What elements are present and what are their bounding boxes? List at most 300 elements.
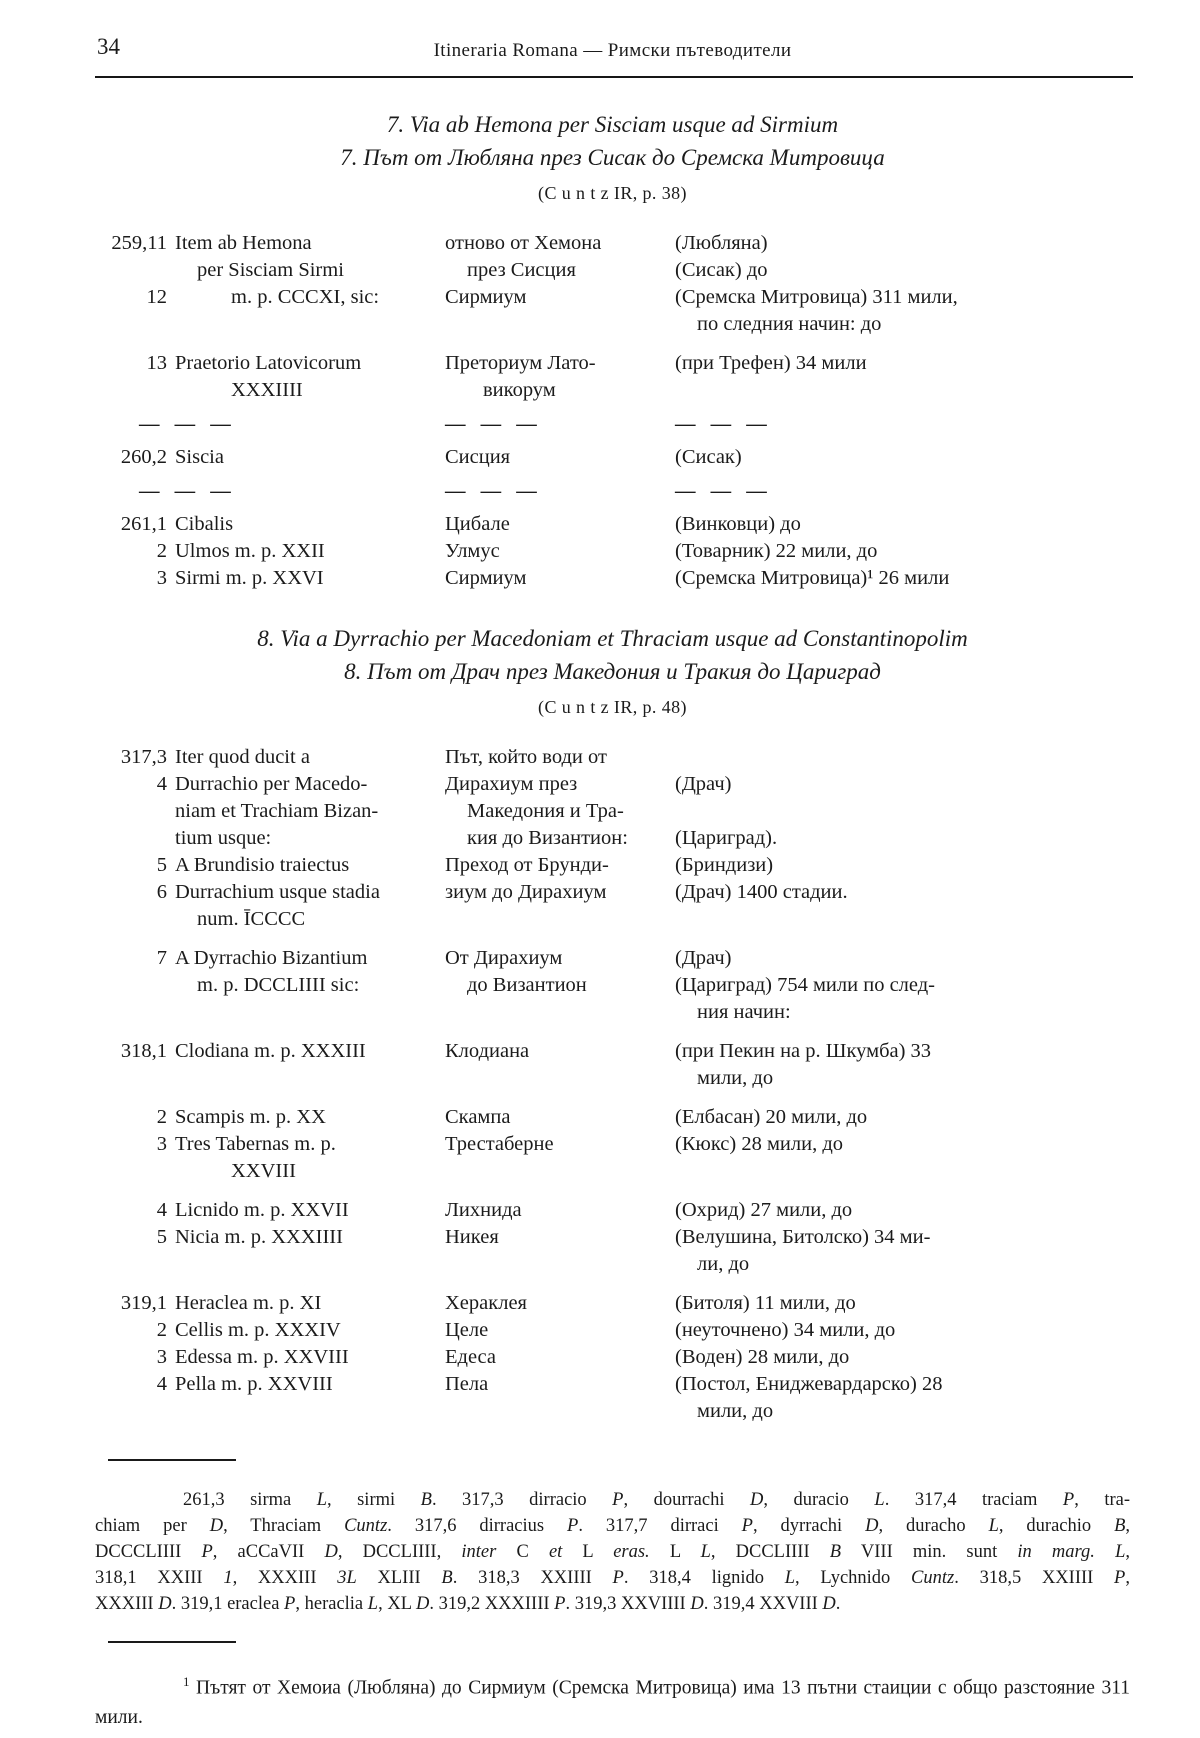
- table-line: Едеса: [445, 1346, 497, 1368]
- row-spacer: [95, 338, 1130, 350]
- table-line: Цибале: [445, 513, 510, 535]
- table-line: (Товарник) 22 мили, до: [675, 540, 878, 562]
- apparatus-text: chiam per: [95, 1516, 210, 1536]
- apparatus-siglum: P: [1114, 1568, 1126, 1588]
- section: [95, 622, 1130, 1425]
- modern-cell: [675, 478, 1130, 505]
- apparatus-text: . 317,7 dirraci: [578, 1516, 742, 1536]
- sections: [95, 108, 1130, 1425]
- footnote: [95, 1667, 1130, 1732]
- footnote-rule: [108, 1641, 236, 1643]
- ref-cell: 319,1: [120, 1292, 167, 1314]
- modern-cell: [675, 744, 1130, 771]
- apparatus-siglum: L: [316, 1490, 327, 1510]
- apparatus-siglum: B: [829, 1542, 842, 1562]
- bulgarian-cell: [445, 478, 675, 505]
- ref-cell: 7: [156, 947, 167, 969]
- divider-row: [95, 411, 1130, 438]
- table-line: през Сисция: [467, 259, 576, 281]
- modern-cell: [675, 511, 1130, 538]
- apparatus-siglum: D: [749, 1490, 764, 1510]
- section-source: (C u n t z IR, p. 48): [538, 697, 687, 717]
- table-line: XXVIII: [231, 1160, 296, 1182]
- apparatus-siglum: L: [367, 1594, 379, 1614]
- ref-cell: 261,1: [120, 513, 167, 535]
- table-row: [95, 1104, 1130, 1131]
- table-line: (Бриндизи): [675, 854, 774, 876]
- table-row: [95, 945, 1130, 1026]
- modern-cell: [675, 444, 1130, 471]
- bulgarian-cell: [445, 1131, 675, 1185]
- apparatus-siglum: D: [324, 1542, 338, 1562]
- bulgarian-cell: [445, 1038, 675, 1092]
- apparatus-text: . 319,3 XXVIIII: [565, 1594, 691, 1614]
- latin-cell: [175, 1224, 445, 1278]
- apparatus-siglum: et: [548, 1542, 563, 1562]
- table-line: (Цариград).: [675, 827, 778, 849]
- apparatus-text: . 318,4 lignido: [623, 1568, 785, 1588]
- table-line: [675, 798, 1130, 825]
- apparatus-rule: [108, 1459, 236, 1461]
- table-line: (Драч): [675, 773, 732, 795]
- apparatus-text: L: [562, 1542, 614, 1562]
- table-line: (Сремска Митровица)¹ 26 мили: [675, 567, 950, 589]
- table-line: Трестаберне: [445, 1133, 554, 1155]
- table-line: (при Трефен) 34 мили: [675, 352, 867, 374]
- bulgarian-cell: [445, 1104, 675, 1131]
- section-title-latin: 8. Via a Dyrrachio per Macedoniam et Thraciam usque ad Constantinopolim: [257, 626, 968, 651]
- latin-cell: [175, 945, 445, 1026]
- table-line: A Brundisio traiectus: [175, 854, 350, 876]
- apparatus-siglum: in marg.: [1017, 1542, 1095, 1562]
- table-line: Siscia: [175, 446, 224, 468]
- apparatus-text: . 318,3 XXIIII: [452, 1568, 613, 1588]
- apparatus-text: XLIII: [356, 1568, 442, 1588]
- table-line: (Цариград) 754 мили по след-: [675, 974, 935, 996]
- table-line: Преход от Брунди-: [445, 854, 609, 876]
- apparatus-text: . 317,4 traciam: [884, 1490, 1063, 1510]
- table-line: мили, до: [697, 1400, 774, 1422]
- apparatus-text: , DCCLIIII: [710, 1542, 830, 1562]
- modern-cell: [675, 350, 1130, 404]
- bulgarian-cell: [445, 945, 675, 1026]
- apparatus-siglum: L: [988, 1516, 999, 1536]
- header-rule: [95, 76, 1133, 78]
- ref-cell: 3: [156, 567, 167, 589]
- apparatus-text: ,: [1125, 1516, 1131, 1536]
- table-row: [95, 852, 1130, 879]
- ref-cell: 3: [156, 1133, 167, 1155]
- row-spacer: [95, 933, 1130, 945]
- table-line: Сисция: [445, 446, 511, 468]
- table-line: Sirmi m. p. XXVI: [175, 567, 324, 589]
- ref-cell: 5: [156, 1226, 167, 1248]
- table-line: Улмус: [445, 540, 500, 562]
- table-line: (Любляна): [675, 232, 768, 254]
- modern-cell: [675, 1224, 1130, 1278]
- apparatus-text: , dourrachi: [623, 1490, 750, 1510]
- table-row: [95, 1038, 1130, 1092]
- divider-dashes: — — —: [139, 413, 236, 435]
- table-line: Път, който води от: [445, 746, 607, 768]
- table-line: Scampis m. p. XX: [175, 1106, 326, 1128]
- latin-cell: [175, 1317, 445, 1344]
- table-line: Пела: [445, 1373, 489, 1395]
- table-line: (Воден) 28 мили, до: [675, 1346, 850, 1368]
- latin-cell: [175, 511, 445, 538]
- table-line: Хераклея: [445, 1292, 527, 1314]
- modern-cell: [675, 852, 1130, 879]
- table-row: [95, 511, 1130, 538]
- table-line: niam et Trachiam Bizan-: [175, 800, 379, 822]
- table-row: [95, 771, 1130, 852]
- bulgarian-cell: [445, 1344, 675, 1371]
- table-row: [95, 350, 1130, 404]
- latin-cell: [175, 1197, 445, 1224]
- apparatus-text: 261,3 sirma: [183, 1490, 317, 1510]
- modern-cell: [675, 945, 1130, 1026]
- apparatus-text: DCCCLIIII: [95, 1542, 202, 1562]
- ref-cell: 13: [146, 352, 167, 374]
- table-row: [95, 444, 1130, 471]
- section-title-latin: 7. Via ab Hemona per Sisciam usque ad Sirmium: [386, 112, 839, 137]
- table-line: (Битоля) 11 мили, до: [675, 1292, 856, 1314]
- bulgarian-cell: [445, 1224, 675, 1278]
- apparatus-line: [95, 1565, 1130, 1591]
- table-row: [95, 1131, 1130, 1185]
- ref-cell: 2: [156, 1106, 167, 1128]
- section-heading: [95, 108, 1130, 204]
- modern-cell: [675, 230, 1130, 284]
- bulgarian-cell: [445, 350, 675, 404]
- apparatus-text: . 317,6 dirracius: [387, 1516, 568, 1536]
- running-title: Itineraria Romana — Римски пътеводители: [433, 40, 792, 61]
- table-line: Македония и Тра-: [467, 800, 624, 822]
- apparatus-siglum: L: [784, 1568, 796, 1588]
- row-spacer: [95, 1185, 1130, 1197]
- apparatus-siglum: B: [441, 1568, 453, 1588]
- apparatus-line: [95, 1539, 1130, 1565]
- apparatus-siglum: D: [209, 1516, 224, 1536]
- table-line: ния начин:: [697, 1001, 791, 1023]
- apparatus-siglum: 1: [223, 1568, 233, 1588]
- latin-cell: [175, 1290, 445, 1317]
- modern-cell: [675, 1131, 1130, 1185]
- footnote-text: Пътят от Хемоиа (Любляна) до Сирмиум (Сремска Митровица) има 13 пътни стаиции с общо разстояние 311 мили.: [95, 1677, 1130, 1728]
- table-line: Дирахиум през: [445, 773, 578, 795]
- apparatus-siglum: D: [158, 1594, 172, 1614]
- latin-cell: [175, 284, 445, 338]
- ref-cell: 317,3: [120, 746, 167, 768]
- table-line: отново от Хемона: [445, 232, 602, 254]
- itinerary-table: [95, 230, 1130, 592]
- modern-cell: [675, 411, 1130, 438]
- modern-cell: [675, 1290, 1130, 1317]
- table-line: Licnido m. p. XXVII: [175, 1199, 349, 1221]
- bulgarian-cell: [445, 444, 675, 471]
- critical-apparatus: [95, 1487, 1130, 1617]
- apparatus-text: , Lychnido: [795, 1568, 912, 1588]
- latin-cell: [175, 565, 445, 592]
- table-line: Heraclea m. p. XI: [175, 1292, 322, 1314]
- latin-cell: [175, 1104, 445, 1131]
- apparatus-siglum: inter: [461, 1542, 497, 1562]
- modern-cell: [675, 284, 1130, 338]
- apparatus-text: , sirmi: [327, 1490, 421, 1510]
- latin-cell: [139, 478, 445, 505]
- table-line: викорум: [483, 379, 556, 401]
- table-line: Скампа: [445, 1106, 511, 1128]
- apparatus-text: . 319,1 eraclea: [171, 1594, 285, 1614]
- table-line: Cellis m. p. XXXIV: [175, 1319, 341, 1341]
- apparatus-siglum: 3L: [337, 1568, 357, 1588]
- ref-cell: 2: [156, 1319, 167, 1341]
- apparatus-siglum: P: [1062, 1490, 1075, 1510]
- apparatus-siglum: P: [612, 1568, 624, 1588]
- table-line: Целе: [445, 1319, 489, 1341]
- latin-cell: [175, 1131, 445, 1185]
- itinerary-table: [95, 744, 1130, 1425]
- table-line: Ulmos m. p. XXII: [175, 540, 325, 562]
- apparatus-siglum: L: [874, 1490, 885, 1510]
- table-line: Iter quod ducit a: [175, 746, 310, 768]
- table-line: (Елбасан) 20 мили, до: [675, 1106, 868, 1128]
- table-line: (Драч): [675, 947, 732, 969]
- bulgarian-cell: [445, 284, 675, 338]
- latin-cell: [175, 771, 445, 852]
- table-line: Лихнида: [445, 1199, 522, 1221]
- table-row: [95, 538, 1130, 565]
- table-line: Item ab Hemona: [175, 232, 312, 254]
- apparatus-text: , DCCLIIII,: [337, 1542, 462, 1562]
- bulgarian-cell: [445, 771, 675, 852]
- bulgarian-cell: [445, 1317, 675, 1344]
- table-row: [95, 1371, 1130, 1425]
- bulgarian-cell: [445, 511, 675, 538]
- apparatus-siglum: P: [201, 1542, 213, 1562]
- apparatus-siglum: B: [420, 1490, 432, 1510]
- apparatus-siglum: D: [415, 1594, 430, 1614]
- apparatus-siglum: P: [284, 1594, 296, 1614]
- divider-dashes: — — —: [445, 480, 542, 502]
- table-line: Cibalis: [175, 513, 234, 535]
- apparatus-text: , tra-: [1074, 1490, 1130, 1510]
- table-line: (Сисак): [675, 446, 742, 468]
- apparatus-line: [95, 1487, 1130, 1513]
- table-line: (Кюкс) 28 мили, до: [675, 1133, 844, 1155]
- table-row: [95, 1224, 1130, 1278]
- table-line: (неуточнено) 34 мили, до: [675, 1319, 896, 1341]
- table-line: Сирмиум: [445, 567, 527, 589]
- ref-cell: 4: [156, 1373, 167, 1395]
- table-line: per Sisciam Sirmi: [197, 259, 344, 281]
- latin-cell: [175, 350, 445, 404]
- table-line: num. ĪCCCC: [197, 908, 306, 930]
- latin-cell: [175, 230, 445, 284]
- ref-cell: 4: [156, 773, 167, 795]
- table-line: Clodiana m. p. XXXIII: [175, 1040, 366, 1062]
- modern-cell: [675, 1104, 1130, 1131]
- table-line: От Дирахиум: [445, 947, 563, 969]
- bulgarian-cell: [445, 411, 675, 438]
- apparatus-text: . 319,2 XXXIIII: [429, 1594, 555, 1614]
- divider-row: [95, 478, 1130, 505]
- divider-dashes: — — —: [675, 480, 772, 502]
- table-row: [95, 1197, 1130, 1224]
- row-spacer: [95, 1092, 1130, 1104]
- table-line: зиум до Дирахиум: [445, 881, 607, 903]
- table-line: Pella m. p. XXVIII: [175, 1373, 333, 1395]
- apparatus-siglum: L: [700, 1542, 711, 1562]
- ref-cell: 6: [156, 881, 167, 903]
- section: [95, 108, 1130, 592]
- apparatus-siglum: P: [567, 1516, 579, 1536]
- apparatus-text: . 318,5 XXIIII: [954, 1568, 1115, 1588]
- apparatus-text: ,: [1125, 1568, 1130, 1588]
- ref-cell: 4: [156, 1199, 167, 1221]
- apparatus-text: .: [835, 1594, 841, 1614]
- apparatus-text: , XXXIII: [232, 1568, 338, 1588]
- table-line: Nicia m. p. XXXIIII: [175, 1226, 343, 1248]
- table-line: до Византион: [467, 974, 587, 996]
- apparatus-siglum: L: [1115, 1542, 1126, 1562]
- modern-cell: [675, 771, 1130, 852]
- modern-cell: [675, 565, 1130, 592]
- bulgarian-cell: [445, 565, 675, 592]
- latin-cell: [175, 744, 445, 771]
- modern-cell: [675, 1371, 1130, 1425]
- bulgarian-cell: [445, 744, 675, 771]
- modern-cell: [675, 1038, 1130, 1092]
- table-line: (Винковци) до: [675, 513, 801, 535]
- table-line: ли, до: [697, 1253, 750, 1275]
- table-line: (Охрид) 27 мили, до: [675, 1199, 853, 1221]
- apparatus-text: , durachio: [998, 1516, 1115, 1536]
- table-line: [675, 744, 1130, 771]
- footnote-marker: 1: [183, 1674, 190, 1689]
- table-line: Edessa m. p. XXVIII: [175, 1346, 349, 1368]
- apparatus-siglum: B: [1114, 1516, 1126, 1536]
- table-line: tium usque:: [175, 827, 272, 849]
- table-line: XXXIIII: [231, 379, 303, 401]
- bulgarian-cell: [445, 852, 675, 879]
- table-line: (Драч) 1400 стадии.: [675, 881, 848, 903]
- divider-dashes: — — —: [675, 413, 772, 435]
- modern-cell: [675, 538, 1130, 565]
- apparatus-text: [1095, 1542, 1115, 1562]
- bulgarian-cell: [445, 1290, 675, 1317]
- section-title-bulgarian: 7. Път от Любляна през Сисак до Сремска Митровица: [340, 145, 885, 170]
- modern-cell: [675, 1317, 1130, 1344]
- bulgarian-cell: [445, 538, 675, 565]
- ref-cell: 260,2: [120, 446, 167, 468]
- apparatus-text: C: [496, 1542, 549, 1562]
- table-line: Никея: [445, 1226, 499, 1248]
- ref-cell: 259,11: [111, 232, 167, 254]
- modern-cell: [675, 1344, 1130, 1371]
- latin-cell: [175, 1371, 445, 1425]
- latin-cell: [175, 538, 445, 565]
- apparatus-text: , duracio: [763, 1490, 875, 1510]
- table-row: [95, 1317, 1130, 1344]
- apparatus-text: . 319,4 XXVIII: [703, 1594, 823, 1614]
- table-line: (Велушина, Битолско) 34 ми-: [675, 1226, 931, 1248]
- page-number: 34: [97, 34, 120, 59]
- table-row: [95, 230, 1130, 284]
- table-row: [95, 1290, 1130, 1317]
- table-line: Клодиана: [445, 1040, 530, 1062]
- divider-dashes: — — —: [139, 480, 236, 502]
- latin-cell: [175, 1344, 445, 1371]
- bulgarian-cell: [445, 879, 675, 933]
- apparatus-text: , aCCaVII: [212, 1542, 325, 1562]
- apparatus-siglum: Cuntz: [911, 1568, 955, 1588]
- ref-cell: 5: [156, 854, 167, 876]
- apparatus-text: ,: [1125, 1542, 1130, 1562]
- row-spacer: [95, 1278, 1130, 1290]
- apparatus-text: . 317,3 dirracio: [431, 1490, 613, 1510]
- apparatus-siglum: Cuntz: [344, 1516, 388, 1536]
- table-line: m. p. DCCLIIII sic:: [197, 974, 360, 996]
- table-row: [95, 744, 1130, 771]
- bulgarian-cell: [445, 230, 675, 284]
- apparatus-text: 318,1 XXIII: [95, 1568, 224, 1588]
- table-row: [95, 1344, 1130, 1371]
- apparatus-siglum: eras.: [613, 1542, 650, 1562]
- table-line: Tres Tabernas m. p.: [175, 1133, 336, 1155]
- table-line: Durrachium usque stadia: [175, 881, 380, 903]
- table-row: [95, 565, 1130, 592]
- apparatus-siglum: D: [690, 1594, 704, 1614]
- apparatus-line: [95, 1591, 1130, 1617]
- section-title-bulgarian: 8. Път от Драч през Македония и Тракия до Цариград: [344, 659, 881, 684]
- apparatus-siglum: D: [865, 1516, 879, 1536]
- table-line: (при Пекин на р. Шкумба) 33: [675, 1040, 932, 1062]
- modern-cell: [675, 879, 1130, 933]
- table-row: [95, 284, 1130, 338]
- bulgarian-cell: [445, 1371, 675, 1425]
- table-line: по следния начин: до: [697, 313, 882, 335]
- apparatus-text: , heraclia: [295, 1594, 368, 1614]
- apparatus-text: , dyrrachi: [752, 1516, 866, 1536]
- table-line: Durrachio per Macedo-: [175, 773, 368, 795]
- modern-cell: [675, 1197, 1130, 1224]
- apparatus-text: , XL: [378, 1594, 416, 1614]
- table-line: Praetorio Latovicorum: [175, 352, 362, 374]
- ref-cell: 3: [156, 1346, 167, 1368]
- latin-cell: [175, 852, 445, 879]
- apparatus-siglum: D: [822, 1594, 836, 1614]
- apparatus-text: , Thraciam: [223, 1516, 345, 1536]
- table-line: Преториум Лато-: [445, 352, 596, 374]
- bulgarian-cell: [445, 1197, 675, 1224]
- apparatus-text: , duracho: [878, 1516, 989, 1536]
- apparatus-line: [95, 1513, 1130, 1539]
- table-line: мили, до: [697, 1067, 774, 1089]
- apparatus-siglum: P: [741, 1516, 753, 1536]
- latin-cell: [175, 444, 445, 471]
- table-line: кия до Византион:: [467, 827, 628, 849]
- table-line: A Dyrrachio Bizantium: [175, 947, 368, 969]
- apparatus-text: XXXIII: [95, 1594, 159, 1614]
- latin-cell: [175, 879, 445, 933]
- ref-cell: 12: [146, 286, 167, 308]
- table-row: [95, 879, 1130, 933]
- latin-cell: [175, 1038, 445, 1092]
- ref-cell: 2: [156, 540, 167, 562]
- apparatus-text: VIII min. sunt: [841, 1542, 1018, 1562]
- table-line: m. p. CCCXI, sic:: [231, 286, 380, 308]
